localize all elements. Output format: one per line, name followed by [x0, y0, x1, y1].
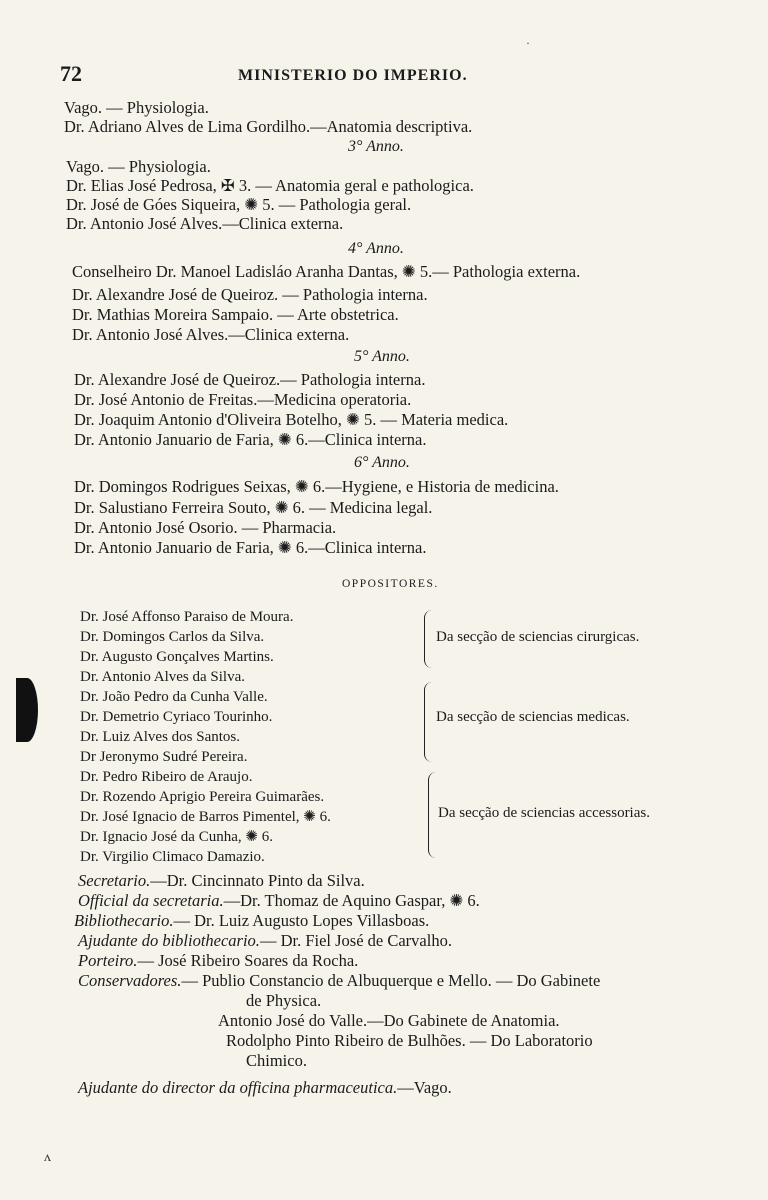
text-line: Dr. José Antonio de Freitas.—Medicina operatoria.	[74, 390, 412, 409]
text-line: Dr. Antonio José Alves.—Clinica externa.	[66, 214, 344, 233]
text-line: Dr. Antonio Januario de Faria, ✺ 6.—Clinica interna.	[74, 430, 427, 449]
staff-text: — Dr. Fiel José de Carvalho.	[259, 931, 452, 950]
oppositor-name: Dr. Antonio Alves da Silva.	[80, 669, 245, 685]
staff-line	[78, 951, 358, 970]
text-line: Vago. — Physiologia.	[64, 98, 209, 117]
running-title: MINISTERIO DO IMPERIO.	[238, 67, 468, 84]
staff-line	[78, 931, 452, 950]
oppositor-name: Dr. Domingos Carlos da Silva.	[80, 629, 265, 645]
staff-text: —Dr. Thomaz de Aquino Gaspar, ✺ 6.	[223, 891, 480, 910]
staff-line	[78, 1078, 452, 1097]
text-line: Dr. Mathias Moreira Sampaio. — Arte obstetrica.	[72, 305, 399, 324]
oppositor-name: Dr. Virgilio Climaco Damazio.	[80, 849, 265, 865]
oppositor-name: Dr. João Pedro da Cunha Valle.	[80, 689, 268, 705]
staff-line	[78, 891, 480, 910]
oppositor-name: Dr. José Affonso Paraiso de Moura.	[80, 609, 294, 625]
text-line: Conselheiro Dr. Manoel Ladisláo Aranha Dantas, ✺ 5.— Pathologia externa.	[72, 262, 581, 281]
oppositor-name: Dr. Augusto Gonçalves Martins.	[80, 649, 274, 665]
section-label: Da secção de sciencias accessorias.	[438, 805, 650, 821]
section-label: Da secção de sciencias medicas.	[436, 709, 630, 725]
text-line: Dr. Alexandre José de Queiroz. — Pathologia interna.	[72, 285, 428, 304]
text-line: Dr. José de Góes Siqueira, ✺ 5. — Pathologia geral.	[66, 195, 412, 214]
oppositor-name: Dr. Luiz Alves dos Santos.	[80, 729, 240, 745]
text-line: Antonio José do Valle.—Do Gabinete de Anatomia.	[218, 1011, 560, 1030]
staff-text: —Dr. Cincinnato Pinto da Silva.	[150, 871, 365, 890]
section-label: Da secção de sciencias cirurgicas.	[436, 629, 640, 645]
staff-line	[78, 871, 365, 890]
text-line: Dr. Domingos Rodrigues Seixas, ✺ 6.—Hygiene, e Historia de medicina.	[74, 477, 559, 496]
staff-text: — Publio Constancio de Albuquerque e Mello. — Do Gabinete	[181, 971, 601, 990]
text-line: Dr. Alexandre José de Queiroz.— Pathologia interna.	[74, 370, 426, 389]
staff-line	[78, 971, 600, 990]
year-heading: 6° Anno.	[354, 454, 410, 471]
speck: ·	[526, 36, 530, 50]
oppositor-name: Dr. Demetrio Cyriaco Tourinho.	[80, 709, 273, 725]
staff-role: Official da secretaria.	[78, 891, 224, 910]
staff-text: — Dr. Luiz Augusto Lopes Villasboas.	[173, 911, 430, 930]
section-heading: OPPOSITORES.	[342, 578, 439, 590]
staff-role: Ajudante do director da officina pharmaceutica.	[78, 1078, 398, 1097]
text-line: Dr. Antonio José Alves.—Clinica externa.	[72, 325, 350, 344]
text-line: Dr. Adriano Alves de Lima Gordilho.—Anatomia descriptiva.	[64, 117, 473, 136]
oppositor-name: Dr. Pedro Ribeiro de Araujo.	[80, 769, 253, 785]
text-line: Dr. Antonio José Osorio. — Pharmacia.	[74, 518, 337, 537]
year-heading: 4° Anno.	[348, 240, 404, 257]
speck: ʌ	[44, 1150, 51, 1165]
staff-role: Conservadores.	[78, 971, 182, 990]
staff-role: Ajudante do bibliothecario.	[78, 931, 260, 950]
staff-role: Porteiro.	[78, 951, 138, 970]
text-line: Dr. Elias José Pedrosa, ✠ 3. — Anatomia geral e pathologica.	[66, 176, 474, 195]
year-heading: 3° Anno.	[348, 138, 404, 155]
text-line: Chimico.	[246, 1051, 307, 1070]
page-number: 72	[60, 61, 82, 86]
oppositor-name: Dr. José Ignacio de Barros Pimentel, ✺ 6.	[80, 809, 331, 825]
text-line: Dr. Antonio Januario de Faria, ✺ 6.—Clinica interna.	[74, 538, 427, 557]
text-line: Rodolpho Pinto Ribeiro de Bulhões. — Do Laboratorio	[226, 1031, 593, 1050]
text-line: Dr. Joaquim Antonio d'Oliveira Botelho, ✺ 5. — Materia medica.	[74, 410, 509, 429]
oppositor-name: Dr Jeronymo Sudré Pereira.	[80, 749, 248, 765]
staff-line	[74, 911, 429, 930]
staff-text: — José Ribeiro Soares da Rocha.	[137, 951, 359, 970]
group-brace	[424, 682, 435, 762]
staff-text: —Vago.	[397, 1078, 452, 1097]
text-line: Dr. Salustiano Ferreira Souto, ✺ 6. — Medicina legal.	[74, 498, 433, 517]
oppositor-name: Dr. Ignacio José da Cunha, ✺ 6.	[80, 829, 273, 845]
oppositor-name: Dr. Rozendo Aprigio Pereira Guimarães.	[80, 789, 325, 805]
text-line: de Physica.	[246, 991, 322, 1010]
staff-role: Secretario.	[78, 871, 151, 890]
staff-role: Bibliothecario.	[74, 911, 174, 930]
ink-blot	[16, 678, 38, 742]
group-brace	[424, 610, 435, 668]
year-heading: 5° Anno.	[354, 348, 410, 365]
text-line: Vago. — Physiologia.	[66, 157, 211, 176]
